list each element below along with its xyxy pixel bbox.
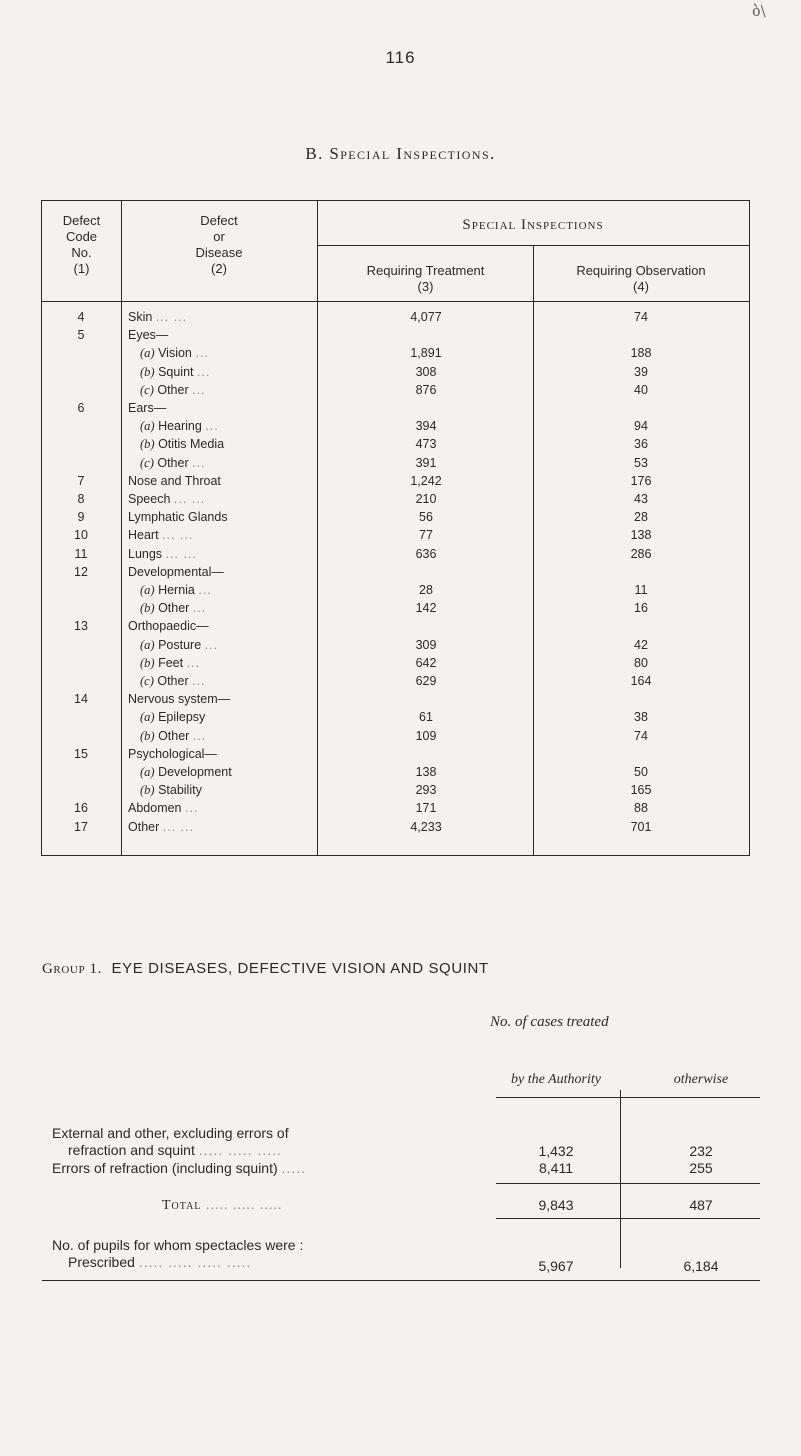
defect-name (140, 636, 330, 654)
requiring-treatment-value: 142 (415, 601, 437, 616)
defect-name-text: Other (128, 819, 160, 834)
table-row (42, 308, 751, 326)
table-row (42, 781, 751, 799)
defect-code: 8 (77, 492, 85, 506)
table-row (42, 563, 751, 581)
table-row (42, 472, 751, 490)
defect-name-text: Lungs (128, 546, 163, 561)
requiring-observation-value: 16 (634, 601, 648, 616)
defect-name-text: Other (157, 455, 189, 470)
defect-code: 11 (74, 546, 88, 561)
requiring-treatment-value: 28 (419, 583, 433, 597)
table-row (42, 508, 751, 526)
external-label-line2: refraction and squint ..... ..... ..... (68, 1142, 282, 1158)
subitem-letter: (a) (140, 583, 155, 597)
leader-dots: ... (192, 455, 206, 470)
defect-name-text: Vision (158, 346, 192, 361)
subitem-letter: (b) (140, 437, 155, 452)
defect-name (140, 672, 330, 690)
defect-name-text: Otitis Media (158, 437, 225, 452)
col-authority-header: by the Authority (511, 1072, 601, 1087)
defect-name-text: Epilepsy (158, 710, 206, 725)
requiring-observation-value: 36 (634, 437, 648, 452)
defect-name-text: Other (157, 674, 189, 688)
table-row (42, 708, 751, 726)
defect-name-text: Other (157, 382, 189, 397)
requiring-treatment-value: 642 (415, 655, 437, 670)
requiring-observation-value: 53 (634, 455, 648, 470)
requiring-observation-value: 165 (630, 783, 652, 798)
defect-code: 16 (74, 801, 88, 816)
table-row (42, 690, 751, 708)
defect-name-text: Nervous system— (128, 692, 231, 707)
table-row (42, 763, 751, 781)
defect-name-text: Development (158, 765, 232, 779)
table-row (42, 799, 751, 817)
defect-name (128, 472, 318, 490)
leader-dots: ... (192, 601, 207, 616)
defect-name (128, 563, 318, 581)
defect-name (128, 545, 318, 563)
requiring-treatment-value: 876 (415, 382, 437, 397)
spectacles-label-line2: Prescribed ..... ..... ..... ..... (68, 1254, 252, 1270)
table-row (42, 399, 751, 417)
requiring-treatment-value: 138 (415, 765, 437, 779)
requiring-observation-value: 164 (630, 674, 652, 688)
table-row (42, 526, 751, 544)
defect-code: 5 (77, 328, 85, 343)
external-label-line1: External and other, excluding errors of (52, 1125, 289, 1141)
requiring-observation-value: 28 (634, 510, 648, 525)
requiring-treatment-value: 4,233 (410, 819, 442, 834)
defect-code: 7 (77, 473, 85, 488)
defect-code: 4 (77, 310, 85, 324)
table-row (42, 617, 751, 635)
leader-dots: ... ... (165, 546, 197, 561)
requiring-observation-value: 42 (634, 637, 648, 652)
leader-dots: ... ... (162, 819, 195, 834)
external-otherwise: 232 (689, 1143, 713, 1159)
defect-code: 12 (74, 564, 88, 579)
defect-name-text: Heart (128, 528, 159, 543)
group1-bottom-rule (42, 1280, 760, 1281)
requiring-treatment-value: 4,077 (410, 310, 442, 324)
section-title: B. Special Inspections. (305, 144, 496, 163)
subitem-letter: (b) (140, 728, 155, 743)
subitem-letter: (c) (140, 455, 154, 470)
requiring-treatment-value: 56 (419, 510, 433, 525)
table-row (42, 326, 751, 344)
defect-name (140, 781, 330, 799)
defect-name (140, 581, 330, 599)
table-row (42, 672, 751, 690)
table-row (42, 490, 751, 508)
defect-name (140, 708, 330, 726)
subitem-letter: (b) (140, 364, 155, 379)
defect-code: 15 (74, 746, 88, 761)
defect-name (128, 617, 318, 635)
external-authority: 1,432 (538, 1143, 574, 1159)
defect-name (128, 326, 318, 344)
defect-name (140, 599, 330, 617)
subitem-letter: (a) (140, 346, 155, 361)
defect-name-text: Abdomen (128, 801, 182, 816)
header-code: Defect Code No. (1) (62, 213, 101, 276)
defect-code: 9 (77, 510, 85, 525)
defect-name (128, 799, 318, 817)
defect-name-text: Posture (158, 637, 202, 652)
table-row (42, 417, 751, 435)
defect-name-text: Stability (158, 783, 202, 798)
defect-name-text: Nose and Throat (128, 473, 221, 488)
group1-title: Group 1. EYE DISEASES, DEFECTIVE VISION AND SQUINT (42, 960, 489, 977)
requiring-treatment-value: 77 (419, 528, 433, 543)
leader-dots: ... (192, 728, 207, 743)
defect-name-text: Feet (158, 655, 184, 670)
total-label: Total ..... ..... ..... (162, 1198, 283, 1213)
requiring-observation-value: 138 (630, 528, 652, 543)
requiring-treatment-value: 1,242 (410, 473, 442, 488)
requiring-observation-value: 39 (634, 364, 648, 379)
requiring-observation-value: 286 (630, 546, 652, 561)
leader-dots: ... (192, 382, 206, 397)
defect-name (128, 526, 318, 544)
defect-code: 13 (74, 619, 88, 634)
defect-name (140, 344, 330, 362)
defect-name-text: Developmental— (128, 564, 224, 579)
defect-name (128, 745, 318, 763)
requiring-treatment-value: 394 (415, 419, 437, 434)
requiring-observation-value: 74 (634, 728, 648, 743)
defect-code: 6 (77, 401, 85, 415)
requiring-treatment-value: 391 (415, 455, 437, 470)
defect-name-text: Lymphatic Glands (128, 510, 228, 525)
defect-name-text: Hernia (158, 583, 195, 597)
header-disease: Defect or Disease (2) (195, 213, 243, 276)
leader-dots: ... ... (162, 528, 194, 543)
subitem-letter: (b) (140, 783, 155, 798)
defect-name (140, 454, 330, 472)
defect-name-text: Skin (128, 310, 153, 324)
table-row (42, 818, 751, 836)
errors-label: Errors of refraction (including squint) ..... (52, 1160, 306, 1176)
requiring-observation-value: 88 (634, 801, 648, 816)
spectacles-authority: 5,967 (538, 1258, 574, 1274)
defect-name (128, 308, 318, 326)
requiring-observation-value: 94 (634, 419, 648, 434)
requiring-observation-value: 11 (634, 583, 648, 597)
leader-dots: ... (204, 637, 219, 652)
requiring-treatment-value: 171 (415, 801, 437, 816)
requiring-treatment-value: 309 (415, 637, 437, 652)
spectacles-otherwise: 6,184 (683, 1258, 719, 1274)
defect-name-text: Other (158, 601, 190, 616)
col-otherwise-header: otherwise (673, 1072, 729, 1087)
header-bottom-rule (42, 301, 749, 302)
subitem-letter: (b) (140, 655, 155, 670)
errors-authority: 8,411 (539, 1160, 573, 1176)
defect-name-text: Eyes— (128, 328, 169, 343)
leader-dots: ... (186, 655, 200, 670)
errors-otherwise: 255 (689, 1160, 713, 1176)
leader-dots: ... ... (173, 492, 206, 506)
total-otherwise: 487 (689, 1197, 713, 1213)
header-divider (317, 245, 749, 246)
subitem-letter: (c) (140, 674, 154, 688)
defect-code: 17 (74, 819, 88, 834)
requiring-treatment-value: 636 (415, 546, 437, 561)
defect-name (128, 490, 318, 508)
header-observation: Requiring Observation (4) (576, 263, 706, 294)
requiring-treatment-value: 210 (415, 492, 437, 506)
page-number: 116 (385, 48, 416, 67)
defect-name (128, 690, 318, 708)
leader-dots: ... (185, 801, 199, 816)
requiring-observation-value: 176 (630, 473, 652, 488)
requiring-observation-value: 38 (634, 710, 648, 725)
requiring-observation-value: 74 (634, 310, 648, 324)
table-row (42, 636, 751, 654)
leader-dots: ... (195, 346, 209, 361)
total-authority: 9,843 (538, 1197, 574, 1213)
group1-column-divider (620, 1090, 621, 1268)
table-row (42, 344, 751, 362)
defect-name-text: Squint (158, 364, 194, 379)
defect-name (140, 417, 330, 435)
group1-header-rule (496, 1097, 760, 1098)
defect-name (140, 763, 330, 781)
requiring-treatment-value: 61 (419, 710, 433, 725)
table-row (42, 581, 751, 599)
defect-code: 10 (74, 528, 88, 543)
table-row (42, 745, 751, 763)
table-row (42, 381, 751, 399)
requiring-treatment-value: 629 (415, 674, 437, 688)
defect-name-text: Psychological— (128, 746, 217, 761)
leader-dots: ... (198, 583, 212, 597)
defect-name-text: Orthopaedic— (128, 619, 209, 634)
defect-name (128, 399, 318, 417)
requiring-treatment-value: 109 (415, 728, 437, 743)
defect-name (128, 818, 318, 836)
leader-dots: ... (205, 419, 219, 434)
requiring-treatment-value: 293 (415, 783, 437, 798)
requiring-treatment-value: 308 (415, 364, 437, 379)
table-row (42, 654, 751, 672)
requiring-observation-value: 40 (634, 382, 648, 397)
requiring-observation-value: 701 (630, 819, 652, 834)
defect-name-text: Hearing (158, 419, 202, 434)
defect-name-text: Other (158, 728, 190, 743)
total-top-rule (496, 1183, 760, 1184)
subitem-letter: (a) (140, 419, 155, 434)
defect-name (140, 435, 330, 453)
subitem-letter: (a) (140, 710, 155, 725)
total-bottom-rule (496, 1218, 760, 1219)
subitem-letter: (a) (140, 637, 155, 652)
requiring-observation-value: 43 (634, 492, 648, 506)
leader-dots: ... (192, 674, 206, 688)
requiring-observation-value: 80 (634, 655, 648, 670)
subitem-letter: (a) (140, 765, 155, 779)
subitem-letter: (c) (140, 382, 154, 397)
defect-name (128, 508, 318, 526)
spectacles-label-line1: No. of pupils for whom spectacles were : (52, 1237, 304, 1253)
defect-name (140, 727, 330, 745)
requiring-treatment-value: 473 (415, 437, 437, 452)
defect-name-text: Speech (128, 492, 171, 506)
corner-mark: ბ\ (752, 2, 766, 20)
table-row (42, 435, 751, 453)
header-treatment: Requiring Treatment (3) (366, 263, 485, 294)
requiring-observation-value: 50 (634, 765, 648, 779)
defect-name (140, 363, 330, 381)
requiring-observation-value: 188 (630, 346, 652, 361)
leader-dots: ... ... (155, 310, 188, 324)
defect-name (140, 381, 330, 399)
cases-caption: No. of cases treated (490, 1014, 609, 1030)
special-inspections-table (41, 200, 750, 856)
defect-name-text: Ears— (128, 401, 167, 415)
table-row (42, 454, 751, 472)
header-special-inspections: Special Inspections (462, 217, 604, 233)
requiring-treatment-value: 1,891 (410, 346, 442, 361)
table-row (42, 727, 751, 745)
table-row (42, 599, 751, 617)
leader-dots: ... (197, 364, 211, 379)
defect-code: 14 (74, 692, 88, 707)
subitem-letter: (b) (140, 601, 155, 616)
table-row (42, 545, 751, 563)
table-row (42, 363, 751, 381)
defect-name (140, 654, 330, 672)
